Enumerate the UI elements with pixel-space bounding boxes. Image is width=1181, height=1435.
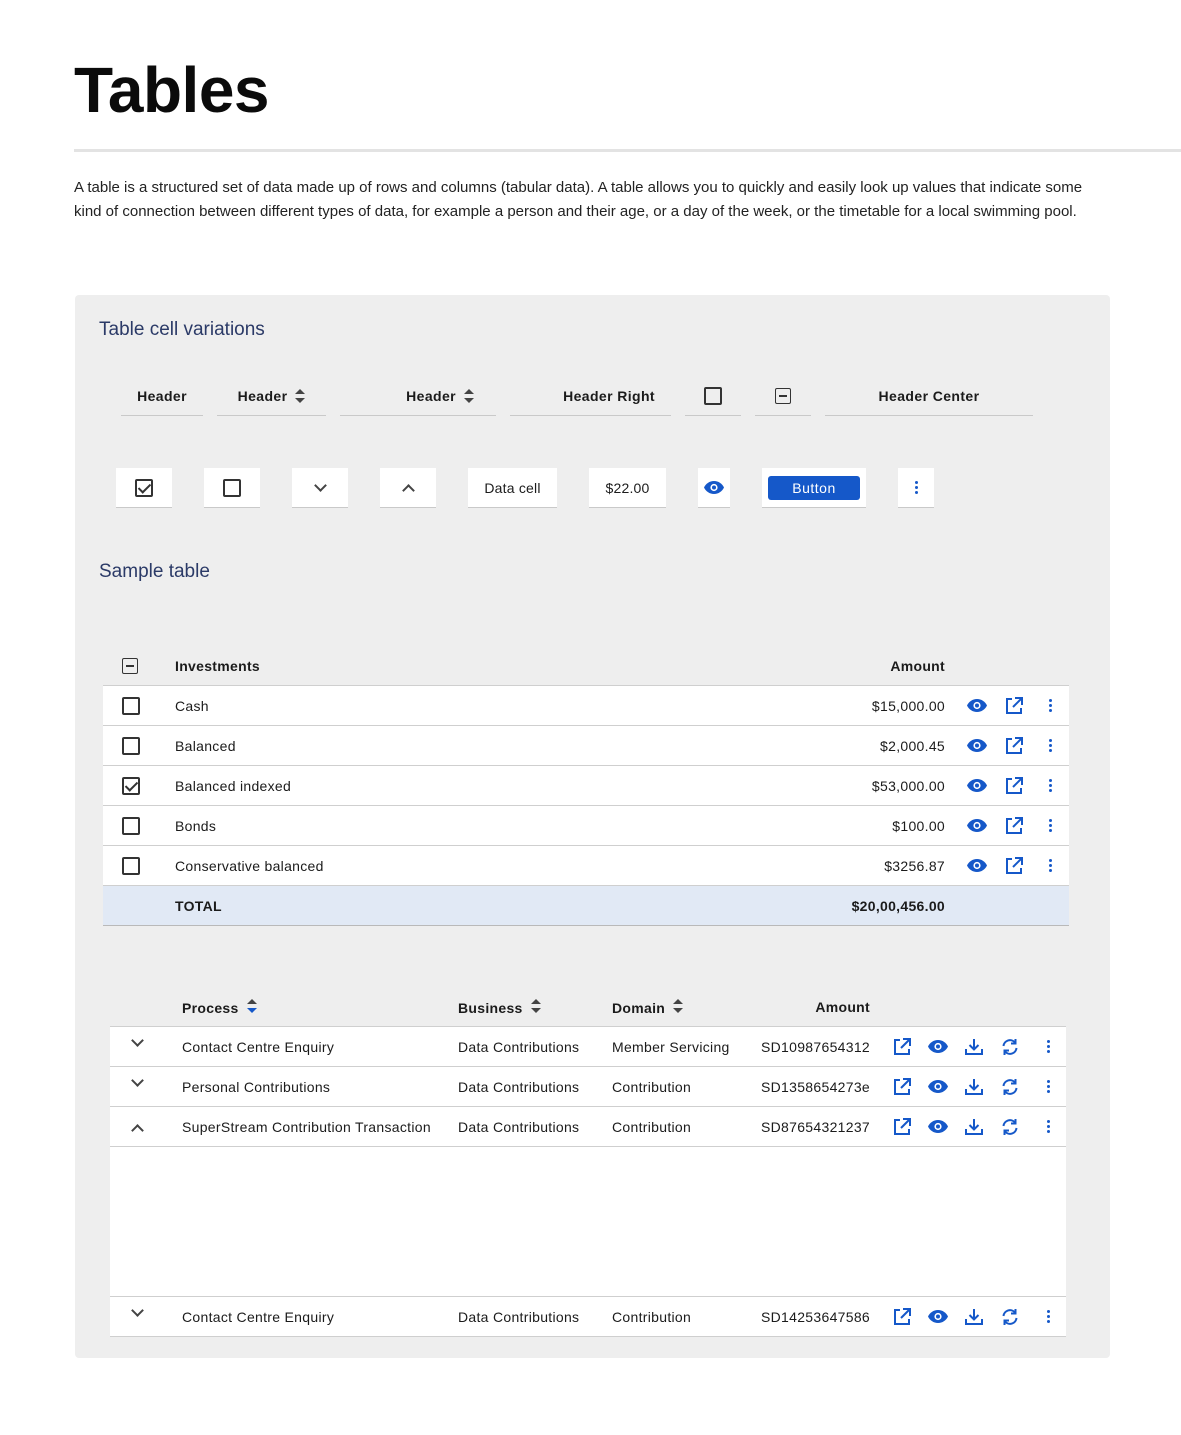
- domain-name: Contribution: [612, 1079, 692, 1095]
- open-external-icon[interactable]: [893, 1078, 911, 1099]
- header-cell-plain: [121, 376, 203, 416]
- header-label: Header: [406, 387, 456, 404]
- open-external-icon[interactable]: [1005, 737, 1023, 758]
- process-name: Contact Centre Enquiry: [182, 1039, 335, 1055]
- table-row: [103, 726, 1069, 766]
- header-cell-indeterminate[interactable]: [755, 376, 811, 416]
- amount-value: SD10987654312: [761, 1039, 870, 1055]
- download-icon[interactable]: [964, 1118, 984, 1139]
- table-row: [103, 846, 1069, 886]
- header-label: Header: [137, 387, 187, 404]
- page-title: Tables: [74, 54, 269, 126]
- download-icon[interactable]: [964, 1308, 984, 1329]
- row-checkbox[interactable]: [122, 737, 140, 755]
- table-row: [103, 806, 1069, 846]
- more-vertical-icon[interactable]: [1047, 1310, 1050, 1323]
- domain-name: Contribution: [612, 1119, 692, 1135]
- process-name: SuperStream Contribution Transaction: [182, 1119, 431, 1135]
- row-checkbox[interactable]: [122, 857, 140, 875]
- checked-checkbox-icon[interactable]: [135, 479, 153, 497]
- total-amount: $20,00,456.00: [851, 897, 945, 914]
- domain-name: Contribution: [612, 1309, 692, 1325]
- total-label: TOTAL: [175, 897, 222, 914]
- column-header-amount: Amount: [815, 999, 870, 1015]
- more-vertical-icon[interactable]: [1049, 859, 1052, 872]
- column-header-amount: Amount: [890, 657, 945, 674]
- investment-amount: $100.00: [892, 817, 945, 834]
- column-header-investments: Investments: [175, 657, 260, 674]
- table-row-expanded: [110, 1107, 1066, 1147]
- investment-name: Conservative balanced: [175, 857, 324, 874]
- more-vertical-icon[interactable]: [1047, 1080, 1050, 1093]
- more-vertical-icon[interactable]: [1047, 1120, 1050, 1133]
- eye-icon[interactable]: [928, 1040, 948, 1056]
- table-row: [110, 1027, 1066, 1067]
- intro-paragraph: A table is a structured set of data made up of rows and columns (tabular data). A table allows you to quickly and easily look up values that indicate some kind of connection between different types of data, for example a person and their age, or a day of the week, or the timetable for a local swimming pool.: [74, 179, 1083, 220]
- open-external-icon[interactable]: [1005, 817, 1023, 838]
- refresh-icon[interactable]: [1000, 1118, 1020, 1139]
- process-name: Personal Contributions: [182, 1079, 331, 1095]
- header-label: Header Center: [878, 387, 980, 404]
- data-cell-text: Data cell: [484, 479, 541, 496]
- investment-amount: $2,000.45: [880, 737, 945, 754]
- table-total-row: [103, 886, 1069, 926]
- table-row: [110, 1067, 1066, 1107]
- open-external-icon[interactable]: [893, 1308, 911, 1329]
- eye-icon[interactable]: [967, 699, 987, 715]
- header-cell-checkbox[interactable]: [685, 376, 741, 416]
- more-vertical-icon[interactable]: [1049, 739, 1052, 752]
- cell-menu[interactable]: [898, 468, 934, 508]
- eye-icon[interactable]: [928, 1120, 948, 1136]
- more-vertical-icon[interactable]: [1049, 819, 1052, 832]
- cell-checkbox[interactable]: [204, 468, 260, 508]
- checkbox-icon[interactable]: [223, 479, 241, 497]
- section-title-sample: Sample table: [99, 561, 210, 582]
- primary-button[interactable]: Button: [768, 476, 860, 500]
- chevron-up-icon[interactable]: [402, 484, 415, 497]
- header-cell-sortable[interactable]: [217, 376, 326, 416]
- amount-value: SD1358654273e: [761, 1079, 870, 1095]
- table-header-row: [110, 987, 1066, 1027]
- more-vertical-icon[interactable]: [915, 481, 918, 494]
- process-name: Contact Centre Enquiry: [182, 1309, 335, 1325]
- section-title-variations: Table cell variations: [99, 319, 265, 340]
- download-icon[interactable]: [964, 1038, 984, 1059]
- expanded-row-content: [110, 1147, 1066, 1297]
- eye-icon[interactable]: [967, 779, 987, 795]
- investment-amount: $15,000.00: [871, 697, 945, 714]
- indeterminate-checkbox-icon[interactable]: [775, 388, 791, 404]
- table-row: [103, 766, 1069, 806]
- cell-view[interactable]: [698, 468, 730, 508]
- table-header-row: [103, 646, 1069, 686]
- investments-table: [103, 646, 1069, 926]
- investment-amount: $53,000.00: [871, 777, 945, 794]
- column-label: Process: [182, 1000, 239, 1016]
- business-name: Data Contributions: [458, 1309, 580, 1325]
- price-cell-text: $22.00: [605, 479, 650, 496]
- column-header-business[interactable]: [458, 999, 541, 1016]
- refresh-icon[interactable]: [1000, 1078, 1020, 1099]
- select-all-checkbox[interactable]: [122, 658, 138, 674]
- header-label: Header Right: [563, 387, 655, 404]
- chevron-down-icon[interactable]: [131, 1304, 144, 1317]
- sort-icon[interactable]: [531, 999, 541, 1013]
- refresh-icon[interactable]: [1000, 1038, 1020, 1059]
- cell-price: [589, 468, 666, 508]
- business-name: Data Contributions: [458, 1039, 580, 1055]
- chevron-down-icon[interactable]: [131, 1034, 144, 1047]
- download-icon[interactable]: [964, 1078, 984, 1099]
- sort-icon[interactable]: [673, 999, 683, 1013]
- open-external-icon[interactable]: [1005, 777, 1023, 798]
- column-label: Domain: [612, 1000, 666, 1016]
- eye-icon[interactable]: [928, 1080, 948, 1096]
- column-header-process[interactable]: [182, 999, 257, 1016]
- row-checkbox[interactable]: [122, 817, 140, 835]
- row-checkbox-checked[interactable]: [122, 777, 140, 795]
- title-divider: [74, 149, 1181, 152]
- eye-icon[interactable]: [967, 739, 987, 755]
- cell-collapse[interactable]: [380, 468, 436, 508]
- investment-name: Balanced: [175, 737, 236, 754]
- business-name: Data Contributions: [458, 1119, 580, 1135]
- process-table: [110, 987, 1066, 1337]
- more-vertical-icon[interactable]: [1047, 1040, 1050, 1053]
- open-external-icon[interactable]: [1005, 857, 1023, 878]
- sort-icon[interactable]: [247, 999, 257, 1013]
- more-vertical-icon[interactable]: [1049, 699, 1052, 712]
- chevron-up-icon[interactable]: [131, 1124, 144, 1137]
- table-row: [103, 686, 1069, 726]
- sort-icon[interactable]: [464, 389, 474, 403]
- open-external-icon[interactable]: [1005, 697, 1023, 718]
- investment-name: Cash: [175, 697, 209, 714]
- more-vertical-icon[interactable]: [1049, 779, 1052, 792]
- chevron-down-icon[interactable]: [314, 479, 327, 492]
- checkbox-icon[interactable]: [704, 387, 722, 405]
- column-header-domain[interactable]: [612, 999, 683, 1016]
- header-cell-right: [510, 376, 671, 416]
- column-label: Business: [458, 1000, 523, 1016]
- open-external-icon[interactable]: [893, 1038, 911, 1059]
- eye-icon[interactable]: [704, 481, 724, 494]
- amount-value: SD87654321237: [761, 1119, 870, 1135]
- cell-checkbox-checked[interactable]: [116, 468, 172, 508]
- chevron-down-icon[interactable]: [131, 1074, 144, 1087]
- cell-data: [468, 468, 557, 508]
- cell-button: [762, 468, 866, 508]
- eye-icon[interactable]: [967, 859, 987, 875]
- domain-name: Member Servicing: [612, 1039, 730, 1055]
- header-label: Header: [237, 387, 288, 404]
- refresh-icon[interactable]: [1000, 1308, 1020, 1329]
- investment-name: Bonds: [175, 817, 217, 834]
- open-external-icon[interactable]: [893, 1118, 911, 1139]
- row-checkbox[interactable]: [122, 697, 140, 715]
- header-cell-center: [825, 376, 1033, 416]
- sort-icon[interactable]: [295, 389, 305, 403]
- investment-name: Balanced indexed: [175, 777, 292, 794]
- eye-icon[interactable]: [928, 1310, 948, 1326]
- investment-amount: $3256.87: [884, 857, 945, 874]
- eye-icon[interactable]: [967, 819, 987, 835]
- table-row: [110, 1297, 1066, 1337]
- cell-expand[interactable]: [292, 468, 348, 508]
- business-name: Data Contributions: [458, 1079, 580, 1095]
- amount-value: SD14253647586: [761, 1309, 870, 1325]
- header-cell-sortable-right[interactable]: [340, 376, 496, 416]
